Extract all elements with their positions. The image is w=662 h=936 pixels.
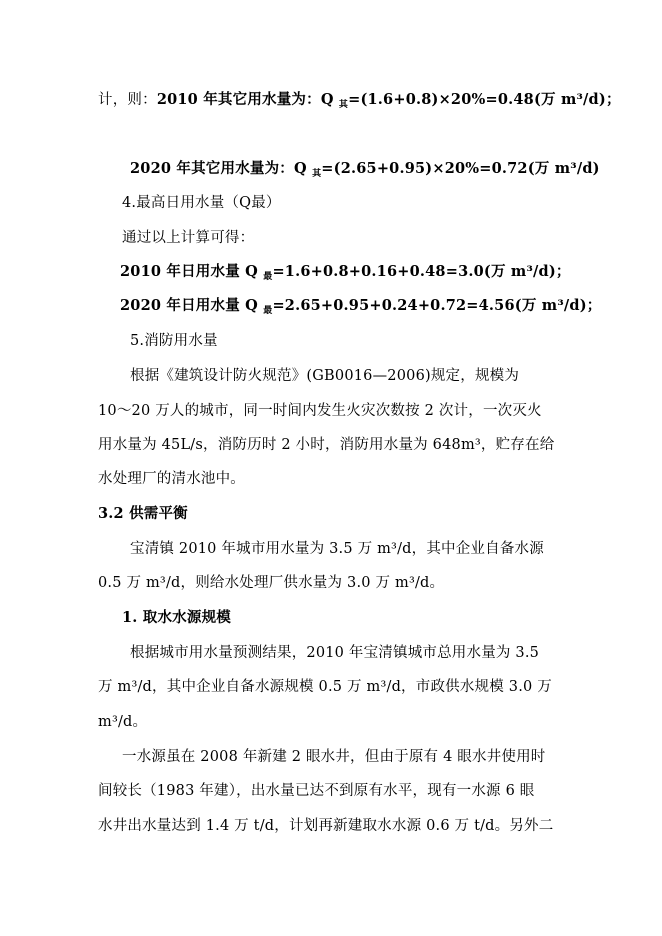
heading-max-daily-water: 4.最高日用水量（Q最）: [122, 195, 281, 211]
subscript: 最: [263, 272, 273, 282]
text-line-1: [98, 90, 621, 115]
heading-water-source-scale: 1. 取水水源规模: [122, 609, 231, 626]
text-fragment: =(1.6+0.8)×20%=0.48(万 m³/d)；: [348, 91, 621, 108]
text-line-9: 10～20 万人的城市，同一时间内发生火灾次数按 2 次计，一次灭火: [98, 403, 542, 419]
text-line-19: 一水源虽在 2008 年新建 2 眼水井，但由于原有 4 眼水井使用时: [122, 749, 546, 765]
text-line-13: 宝清镇 2010 年城市用水量为 3.5 万 m³/d，其中企业自备水源: [130, 541, 544, 557]
text-fragment: 2020 年日用水量 Q: [120, 297, 264, 314]
text-line-18: m³/d。: [98, 714, 148, 730]
text-fragment: =(2.65+0.95)×20%=0.72(万 m³/d): [321, 160, 600, 177]
text-line-16: 根据城市用水量预测结果，2010 年宝清镇城市总用水量为 3.5: [130, 645, 540, 661]
text-line-20: 间较长（1983 年建），出水量已达不到原有水平，现有一水源 6 眼: [98, 783, 535, 799]
text-line-2: [130, 159, 600, 184]
text-fragment: =2.65+0.95+0.24+0.72=4.56(万 m³/d)；: [272, 297, 602, 314]
text-line-21: 水井出水量达到 1.4 万 t/d，计划再新建取水水源 0.6 万 t/d。另外二: [98, 818, 554, 834]
text-line-5: [120, 262, 571, 287]
subscript: 最: [263, 306, 273, 316]
text-line-11: 水处理厂的清水池中。: [98, 471, 245, 487]
heading-fire-water: 5.消防用水量: [130, 333, 218, 349]
text-fragment: 2010 年其它用水量为：Q: [156, 91, 339, 108]
text-fragment: =1.6+0.8+0.16+0.48=3.0(万 m³/d)；: [272, 263, 571, 280]
subscript: 其: [338, 100, 349, 110]
text-fragment: 计，则：: [98, 92, 157, 108]
text-line-17: 万 m³/d，其中企业自备水源规模 0.5 万 m³/d，市政供水规模 3.0 万: [98, 679, 552, 695]
text-line-4: 通过以上计算可得：: [122, 230, 255, 246]
text-line-10: 用水量为 45L/s，消防历时 2 小时，消防用水量为 648m³，贮存在给: [98, 437, 555, 453]
section-heading-supply-demand: 3.2 供需平衡: [98, 505, 188, 522]
text-fragment: 2010 年日用水量 Q: [120, 263, 264, 280]
text-line-8: 根据《建筑设计防火规范》(GB0016—2006)规定，规模为: [130, 368, 520, 384]
text-line-14: 0.5 万 m³/d，则给水处理厂供水量为 3.0 万 m³/d。: [98, 575, 445, 591]
text-line-6: [120, 296, 601, 321]
subscript: 其: [312, 169, 322, 179]
text-fragment: 2020 年其它用水量为：Q: [130, 160, 313, 177]
